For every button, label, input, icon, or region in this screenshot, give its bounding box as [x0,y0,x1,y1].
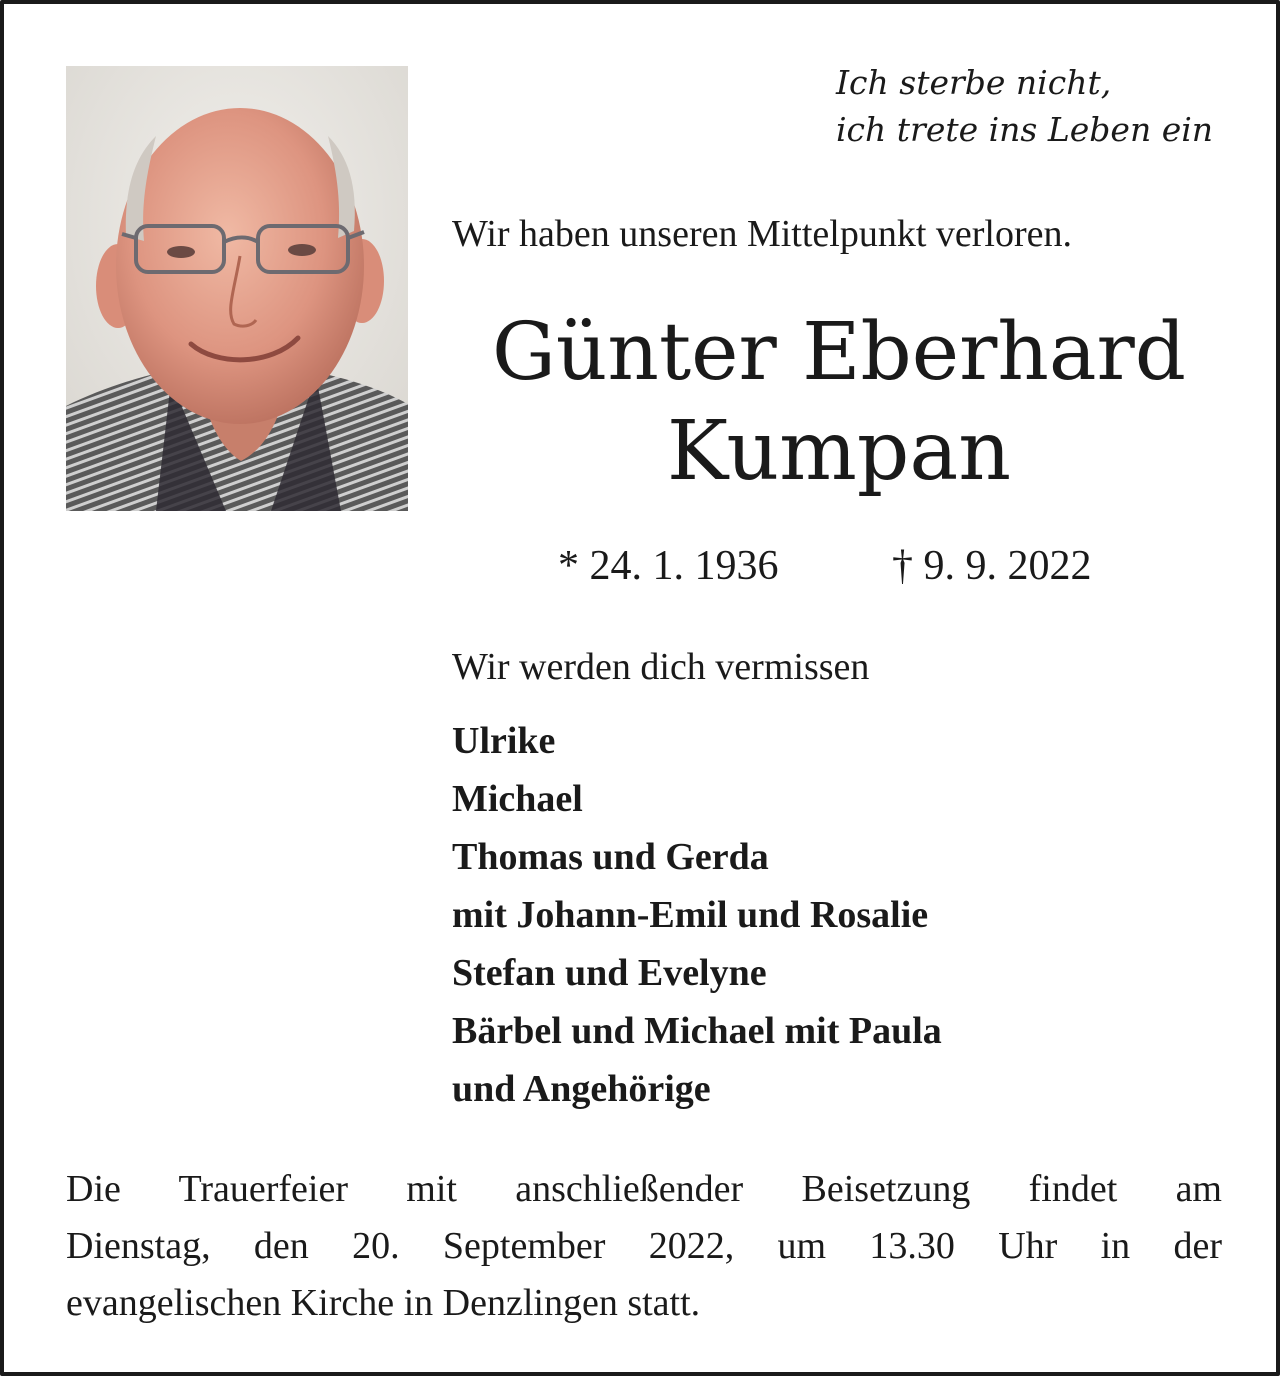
birth-date: * 24. 1. 1936 [558,543,779,589]
motto-quote [836,59,1256,153]
mourner-item: mit Johann-Emil und Rosalie [452,894,929,936]
death-date: † 9. 9. 2022 [892,543,1092,589]
ceremony-notice [66,1161,1222,1332]
mourner-item: Bärbel und Michael mit Paula [452,1010,942,1052]
mourner-item: und Angehörige [452,1068,711,1110]
mourner-item: Ulrike [452,720,556,762]
motto-line-2: ich trete ins Leben ein [836,110,1214,149]
deceased-name-line-1: Günter Eberhard [492,305,1186,398]
portrait-photo [66,66,408,511]
deceased-name [434,302,1244,502]
intro-text: Wir haben unseren Mittelpunkt verloren. [452,213,1073,255]
mourner-item: Thomas und Gerda [452,836,769,878]
mourner-item: Stefan und Evelyne [452,952,767,994]
miss-text: Wir werden dich vermissen [452,646,870,688]
ceremony-line-3: evangelischen Kirche in Denzlingen statt. [66,1282,701,1324]
portrait-photo-image [66,66,408,511]
mourners-list [452,712,1232,1118]
ceremony-line-1: Die Trauerfeier mit anschließender Beisetzung findet am [66,1168,1222,1210]
deceased-name-line-2: Kumpan [666,404,1012,499]
motto-line-1: Ich sterbe nicht, [836,63,1112,102]
mourner-item: Michael [452,778,583,820]
ceremony-line-2: Dienstag, den 20. September 2022, um 13.30 Uhr in der [66,1225,1222,1267]
